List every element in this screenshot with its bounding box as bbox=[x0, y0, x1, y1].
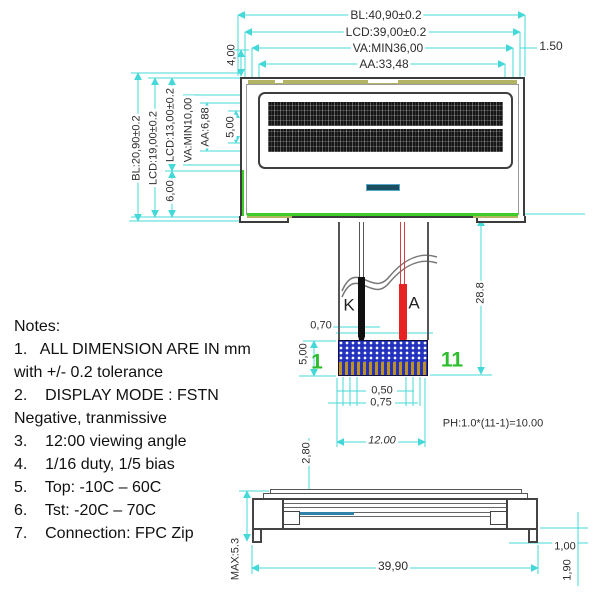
note-line: 7. Connection: FPC Zip bbox=[14, 525, 194, 542]
dim-max-height: MAX:5.3 bbox=[229, 537, 242, 581]
dim-connector-height: 5,00 bbox=[297, 343, 310, 365]
dim-bl-width: BL:40,90±0.2 bbox=[350, 8, 422, 22]
note-line: with +/- 0.2 tolerance bbox=[14, 364, 163, 381]
fpc-edge-right bbox=[427, 222, 429, 340]
mounting-foot-right bbox=[528, 530, 538, 543]
dim-lcd-height: LCD:19,00±0.2 bbox=[147, 111, 160, 185]
zif-connector-body bbox=[338, 340, 428, 363]
edge-notch bbox=[275, 80, 283, 83]
dim-module-width: 39,90 bbox=[377, 559, 409, 573]
character-row-2 bbox=[268, 129, 503, 152]
dim-foot-height: 1,90 bbox=[561, 559, 574, 581]
backlight-left-edge bbox=[242, 170, 244, 216]
anode-label: A bbox=[408, 293, 420, 313]
ic-component bbox=[366, 184, 400, 191]
fpc-exit-side bbox=[296, 512, 354, 515]
dim-pin-width: 0,50 bbox=[371, 384, 393, 397]
side-notch-right bbox=[490, 511, 507, 525]
dim-foot-width: 1,00 bbox=[554, 540, 576, 553]
cable-break-squiggle bbox=[342, 255, 437, 297]
dim-top-margin: 4,00 bbox=[225, 44, 238, 66]
cathode-label: K bbox=[343, 295, 355, 315]
note-line: Negative, tranmissive bbox=[14, 410, 167, 427]
cathode-wire bbox=[358, 277, 365, 337]
layer-line bbox=[283, 503, 508, 504]
side-notch-left bbox=[283, 511, 300, 525]
edge-notch bbox=[368, 80, 398, 83]
end-cap-right bbox=[506, 498, 538, 530]
dim-tail-length: 28.8 bbox=[474, 282, 487, 304]
layer-line bbox=[283, 507, 508, 508]
layer-line bbox=[290, 516, 502, 517]
dim-aa-height: AA:6,88 bbox=[199, 107, 212, 147]
note-line: 6. Tst: -20C – 70C bbox=[14, 502, 156, 519]
anode-lead bbox=[404, 222, 405, 286]
dim-tail-offset: 2,80 bbox=[300, 442, 313, 464]
note-line: 4. 1/16 duty, 1/5 bias bbox=[14, 456, 175, 473]
zif-connector-pins bbox=[338, 362, 428, 376]
note-line: 3. 12:00 viewing angle bbox=[14, 433, 187, 450]
fpc-edge-left bbox=[338, 222, 340, 340]
dim-pin-space: 0,75 bbox=[370, 396, 392, 409]
dim-va-width: VA:MIN36,00 bbox=[352, 41, 424, 55]
backlight-corner-left bbox=[247, 216, 292, 218]
end-cap-left bbox=[252, 498, 284, 530]
dim-side-margin: 1.50 bbox=[539, 39, 563, 53]
pin-1-label: 1 bbox=[311, 350, 323, 374]
cathode-lead bbox=[359, 222, 360, 280]
dim-bl-height: BL:20,90±0.2 bbox=[130, 115, 143, 181]
notes-heading: Notes: bbox=[14, 318, 61, 335]
dim-connector-width: 12.00 bbox=[368, 434, 396, 447]
dim-aa-width: AA:33,48 bbox=[359, 57, 409, 71]
dim-va-height: VA:MIN10,00 bbox=[182, 97, 195, 163]
mounting-foot-left bbox=[252, 530, 262, 543]
character-row-1 bbox=[268, 102, 503, 126]
dim-pitch-formula: PH:1.0*(11-1)=10.00 bbox=[442, 417, 544, 430]
dim-notch-height: 5,00 bbox=[224, 116, 237, 138]
anode-lead bbox=[400, 222, 401, 286]
note-line: 2. DISPLAY MODE : FSTN bbox=[14, 387, 219, 404]
anode-wire bbox=[399, 284, 407, 339]
dim-lcd-inner-height: LCD:13,00±0.2 bbox=[164, 88, 177, 162]
cathode-lead bbox=[363, 222, 364, 280]
note-line: 1. ALL DIMENSION ARE IN mm bbox=[14, 341, 251, 358]
pin-11-label: 11 bbox=[440, 348, 464, 372]
dim-bottom-margin: 6,00 bbox=[164, 180, 177, 202]
dim-lcd-width: LCD:39,00±0.2 bbox=[345, 25, 427, 39]
note-line: 5. Top: -10C – 60C bbox=[14, 479, 162, 496]
dim-wire-dia: 0,70 bbox=[310, 319, 332, 332]
backlight-corner-right bbox=[473, 216, 518, 218]
